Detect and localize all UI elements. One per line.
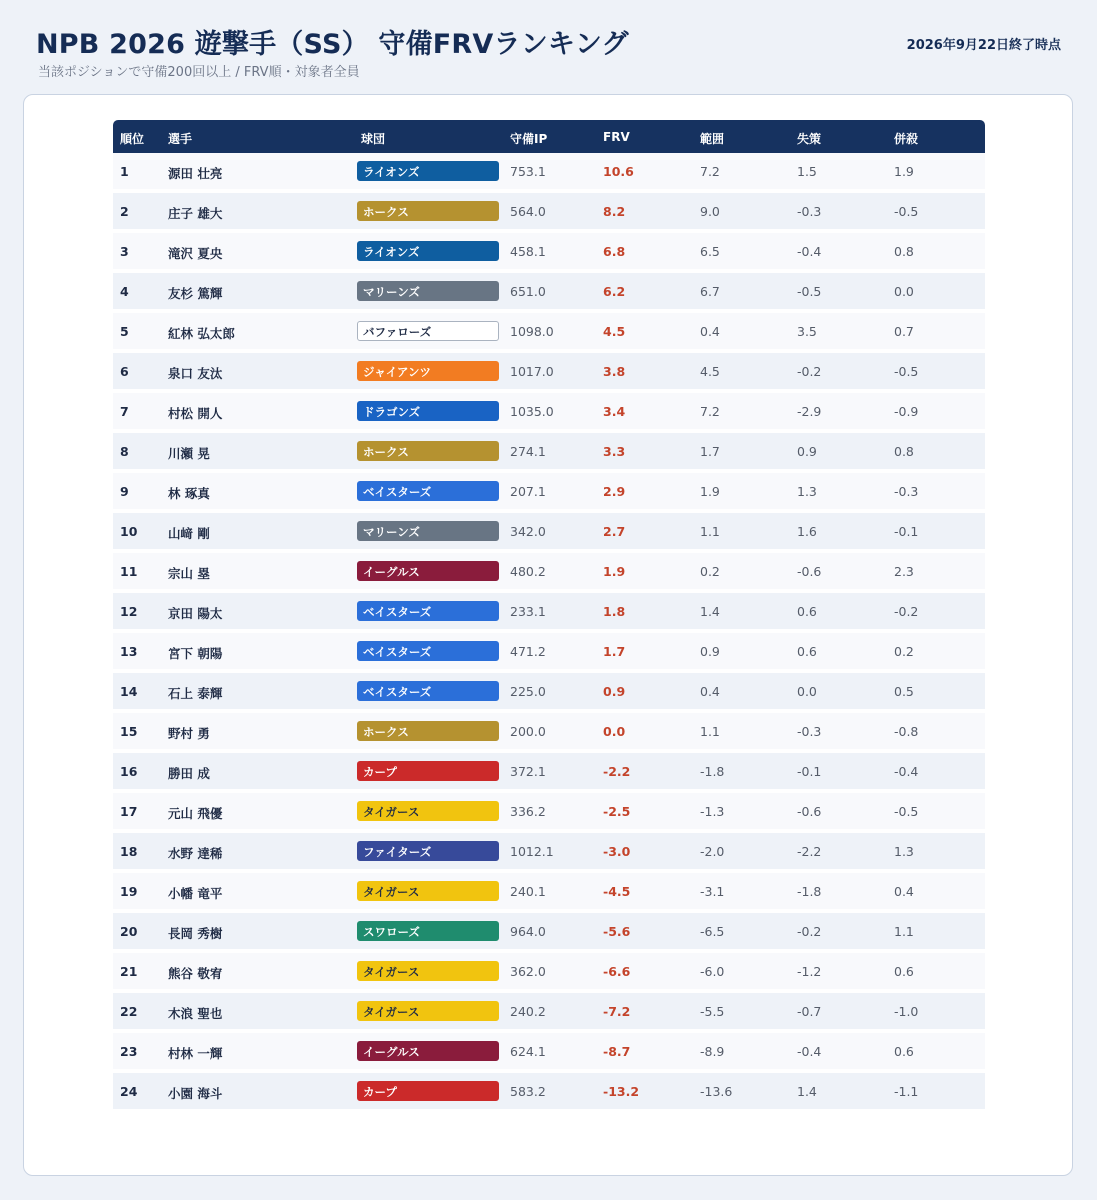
- table-row[interactable]: [113, 1073, 985, 1109]
- dp-cell: -0.5: [894, 364, 919, 379]
- page-subtitle: 当該ポジションで守備200回以上 / FRV順・対象者全員: [38, 65, 360, 80]
- dp-cell: 0.8: [894, 444, 914, 459]
- range-cell: 0.4: [700, 324, 720, 339]
- team-badge: ホークス: [357, 441, 499, 461]
- range-cell: 0.2: [700, 564, 720, 579]
- ip-cell: 1098.0: [510, 324, 554, 339]
- rank-cell: 8: [120, 444, 129, 459]
- ip-cell: 225.0: [510, 684, 546, 699]
- range-cell: 7.2: [700, 164, 720, 179]
- player-name: 木浪 聖也: [168, 1006, 223, 1021]
- ip-cell: 233.1: [510, 604, 546, 619]
- player-name: 小園 海斗: [168, 1086, 223, 1101]
- rank-cell: 22: [120, 1004, 138, 1019]
- team-badge: ライオンズ: [357, 241, 499, 261]
- ip-cell: 240.2: [510, 1004, 546, 1019]
- dp-cell: 1.9: [894, 164, 914, 179]
- dp-cell: -0.5: [894, 204, 919, 219]
- ip-cell: 1017.0: [510, 364, 554, 379]
- ip-cell: 753.1: [510, 164, 546, 179]
- table-row[interactable]: [113, 833, 985, 869]
- frv-cell: 3.3: [603, 444, 626, 459]
- rank-cell: 23: [120, 1044, 138, 1059]
- dp-cell: 0.6: [894, 1044, 914, 1059]
- table-row[interactable]: [113, 153, 985, 189]
- header-dp[interactable]: 併殺: [894, 132, 919, 146]
- table-row[interactable]: [113, 313, 985, 349]
- error-cell: -0.6: [797, 564, 822, 579]
- frv-cell: -2.2: [603, 764, 631, 779]
- rank-cell: 17: [120, 804, 138, 819]
- range-cell: 6.5: [700, 244, 720, 259]
- player-name: 熊谷 敬宥: [168, 966, 223, 981]
- table-row[interactable]: [113, 513, 985, 549]
- ranking-table: [113, 120, 985, 1113]
- error-cell: -0.2: [797, 364, 822, 379]
- error-cell: -2.9: [797, 404, 822, 419]
- team-badge: イーグルス: [357, 1041, 499, 1061]
- dp-cell: -0.5: [894, 804, 919, 819]
- ip-cell: 624.1: [510, 1044, 546, 1059]
- team-badge: ベイスターズ: [357, 681, 499, 701]
- dp-cell: 1.3: [894, 844, 914, 859]
- rank-cell: 19: [120, 884, 138, 899]
- error-cell: 0.6: [797, 644, 817, 659]
- player-name: 友杉 篤輝: [168, 286, 223, 301]
- error-cell: -0.3: [797, 204, 822, 219]
- frv-cell: -7.2: [603, 1004, 631, 1019]
- frv-cell: 6.8: [603, 244, 626, 259]
- header-team[interactable]: 球団: [361, 132, 386, 146]
- team-badge: ベイスターズ: [357, 601, 499, 621]
- range-cell: 6.7: [700, 284, 720, 299]
- table-header: [113, 120, 985, 153]
- player-name: 紅林 弘太郎: [168, 326, 235, 341]
- error-cell: -0.3: [797, 724, 822, 739]
- table-row[interactable]: [113, 233, 985, 269]
- table-row[interactable]: [113, 393, 985, 429]
- frv-cell: 3.4: [603, 404, 626, 419]
- frv-cell: 8.2: [603, 204, 626, 219]
- player-name: 石上 泰輝: [168, 686, 223, 701]
- team-badge: ドラゴンズ: [357, 401, 499, 421]
- error-cell: -0.4: [797, 244, 822, 259]
- error-cell: 0.6: [797, 604, 817, 619]
- frv-cell: 3.8: [603, 364, 626, 379]
- ip-cell: 480.2: [510, 564, 546, 579]
- error-cell: -0.4: [797, 1044, 822, 1059]
- range-cell: 4.5: [700, 364, 720, 379]
- rank-cell: 11: [120, 564, 138, 579]
- frv-cell: -8.7: [603, 1044, 631, 1059]
- dp-cell: 0.8: [894, 244, 914, 259]
- team-badge: マリーンズ: [357, 281, 499, 301]
- ip-cell: 458.1: [510, 244, 546, 259]
- ip-cell: 200.0: [510, 724, 546, 739]
- error-cell: 0.0: [797, 684, 817, 699]
- dp-cell: 0.7: [894, 324, 914, 339]
- frv-cell: 4.5: [603, 324, 626, 339]
- error-cell: -2.2: [797, 844, 822, 859]
- frv-cell: 0.9: [603, 684, 626, 699]
- range-cell: -2.0: [700, 844, 725, 859]
- table-row[interactable]: [113, 713, 985, 749]
- table-row[interactable]: [113, 953, 985, 989]
- table-row[interactable]: [113, 273, 985, 309]
- frv-cell: -13.2: [603, 1084, 640, 1099]
- dp-cell: -0.9: [894, 404, 919, 419]
- rank-cell: 24: [120, 1084, 138, 1099]
- dp-cell: -0.4: [894, 764, 919, 779]
- table-row[interactable]: [113, 673, 985, 709]
- player-name: 勝田 成: [168, 766, 210, 781]
- team-badge: ベイスターズ: [357, 481, 499, 501]
- dp-cell: 2.3: [894, 564, 914, 579]
- ip-cell: 471.2: [510, 644, 546, 659]
- header-ip[interactable]: 守備IP: [510, 132, 548, 146]
- player-name: 京田 陽太: [168, 606, 223, 621]
- table-row[interactable]: [113, 353, 985, 389]
- frv-cell: -2.5: [603, 804, 631, 819]
- frv-cell: 10.6: [603, 164, 634, 179]
- error-cell: 1.3: [797, 484, 817, 499]
- ip-cell: 274.1: [510, 444, 546, 459]
- rank-cell: 13: [120, 644, 138, 659]
- frv-cell: 6.2: [603, 284, 626, 299]
- table-body: [113, 153, 985, 1109]
- table-row[interactable]: [113, 473, 985, 509]
- team-badge: ベイスターズ: [357, 641, 499, 661]
- team-badge: タイガース: [357, 881, 499, 901]
- frv-cell: -4.5: [603, 884, 631, 899]
- frv-cell: 1.8: [603, 604, 626, 619]
- range-cell: 7.2: [700, 404, 720, 419]
- range-cell: 0.4: [700, 684, 720, 699]
- header-frv[interactable]: FRV: [603, 130, 630, 144]
- header-range[interactable]: 範囲: [700, 132, 725, 146]
- range-cell: 1.9: [700, 484, 720, 499]
- ip-cell: 583.2: [510, 1084, 546, 1099]
- frv-cell: 2.7: [603, 524, 626, 539]
- player-name: 林 琢真: [168, 486, 210, 501]
- rank-cell: 1: [120, 164, 129, 179]
- ip-cell: 372.1: [510, 764, 546, 779]
- player-name: 村林 一輝: [168, 1046, 223, 1061]
- dp-cell: 0.0: [894, 284, 914, 299]
- rank-cell: 3: [120, 244, 129, 259]
- table-row[interactable]: [113, 793, 985, 829]
- error-cell: 1.5: [797, 164, 817, 179]
- error-cell: -1.2: [797, 964, 822, 979]
- error-cell: -0.1: [797, 764, 822, 779]
- rank-cell: 7: [120, 404, 129, 419]
- error-cell: -0.7: [797, 1004, 822, 1019]
- ip-cell: 342.0: [510, 524, 546, 539]
- player-name: 滝沢 夏央: [168, 246, 223, 261]
- range-cell: 1.7: [700, 444, 720, 459]
- team-badge: カープ: [357, 1081, 499, 1101]
- ip-cell: 207.1: [510, 484, 546, 499]
- frv-cell: 1.9: [603, 564, 626, 579]
- ip-cell: 336.2: [510, 804, 546, 819]
- team-badge: タイガース: [357, 801, 499, 821]
- range-cell: 1.1: [700, 724, 720, 739]
- dp-cell: -0.8: [894, 724, 919, 739]
- table-row[interactable]: [113, 873, 985, 909]
- rank-cell: 15: [120, 724, 138, 739]
- team-badge: ライオンズ: [357, 161, 499, 181]
- dp-cell: 0.4: [894, 884, 914, 899]
- dp-cell: 0.2: [894, 644, 914, 659]
- rank-cell: 14: [120, 684, 138, 699]
- rank-cell: 2: [120, 204, 129, 219]
- player-name: 野村 勇: [168, 726, 210, 741]
- player-name: 村松 開人: [168, 406, 223, 421]
- rank-cell: 12: [120, 604, 138, 619]
- error-cell: -0.6: [797, 804, 822, 819]
- range-cell: -6.5: [700, 924, 725, 939]
- dp-cell: 0.6: [894, 964, 914, 979]
- frv-cell: -5.6: [603, 924, 631, 939]
- range-cell: -6.0: [700, 964, 725, 979]
- range-cell: 0.9: [700, 644, 720, 659]
- team-badge: スワローズ: [357, 921, 499, 941]
- dp-cell: -0.3: [894, 484, 919, 499]
- dp-cell: -0.2: [894, 604, 919, 619]
- as-of-date: 2026年9月22日終了時点: [906, 38, 1061, 53]
- ip-cell: 651.0: [510, 284, 546, 299]
- player-name: 川瀬 晃: [168, 446, 210, 461]
- frv-cell: 1.7: [603, 644, 626, 659]
- error-cell: 1.6: [797, 524, 817, 539]
- error-cell: 1.4: [797, 1084, 817, 1099]
- ip-cell: 564.0: [510, 204, 546, 219]
- range-cell: -1.8: [700, 764, 725, 779]
- rank-cell: 4: [120, 284, 129, 299]
- table-row[interactable]: [113, 993, 985, 1029]
- header-rank[interactable]: 順位: [120, 132, 145, 146]
- player-name: 水野 達稀: [168, 846, 223, 861]
- team-badge: バファローズ: [357, 321, 499, 341]
- range-cell: -8.9: [700, 1044, 725, 1059]
- frv-cell: 0.0: [603, 724, 626, 739]
- table-row[interactable]: [113, 593, 985, 629]
- ip-cell: 964.0: [510, 924, 546, 939]
- player-name: 泉口 友汰: [168, 366, 223, 381]
- frv-cell: -6.6: [603, 964, 631, 979]
- team-badge: ホークス: [357, 721, 499, 741]
- error-cell: -1.8: [797, 884, 822, 899]
- team-badge: タイガース: [357, 961, 499, 981]
- rank-cell: 21: [120, 964, 138, 979]
- ip-cell: 1012.1: [510, 844, 554, 859]
- error-cell: -0.2: [797, 924, 822, 939]
- rank-cell: 20: [120, 924, 138, 939]
- range-cell: -13.6: [700, 1084, 733, 1099]
- player-name: 元山 飛優: [168, 806, 223, 821]
- player-name: 庄子 雄大: [168, 206, 223, 221]
- table-row[interactable]: [113, 193, 985, 229]
- dp-cell: -1.1: [894, 1084, 919, 1099]
- rank-cell: 6: [120, 364, 129, 379]
- table-row[interactable]: [113, 913, 985, 949]
- team-badge: カープ: [357, 761, 499, 781]
- ip-cell: 240.1: [510, 884, 546, 899]
- team-badge: イーグルス: [357, 561, 499, 581]
- header-error[interactable]: 失策: [797, 132, 822, 146]
- player-name: 長岡 秀樹: [168, 926, 223, 941]
- player-name: 源田 壮亮: [168, 166, 223, 181]
- page-title: NPB 2026 遊撃手（SS） 守備FRVランキング: [36, 29, 629, 60]
- error-cell: 3.5: [797, 324, 817, 339]
- dp-cell: -1.0: [894, 1004, 919, 1019]
- header-player[interactable]: 選手: [168, 132, 193, 146]
- team-badge: ホークス: [357, 201, 499, 221]
- team-badge: ファイターズ: [357, 841, 499, 861]
- ip-cell: 1035.0: [510, 404, 554, 419]
- table-row[interactable]: [113, 553, 985, 589]
- player-name: 宮下 朝陽: [168, 646, 223, 661]
- table-row[interactable]: [113, 633, 985, 669]
- rank-cell: 16: [120, 764, 138, 779]
- error-cell: -0.5: [797, 284, 822, 299]
- ip-cell: 362.0: [510, 964, 546, 979]
- range-cell: -1.3: [700, 804, 725, 819]
- dp-cell: -0.1: [894, 524, 919, 539]
- dp-cell: 0.5: [894, 684, 914, 699]
- player-name: 宗山 塁: [168, 566, 210, 581]
- table-row[interactable]: [113, 753, 985, 789]
- range-cell: 1.1: [700, 524, 720, 539]
- rank-cell: 5: [120, 324, 129, 339]
- table-row[interactable]: [113, 1033, 985, 1069]
- rank-cell: 9: [120, 484, 129, 499]
- rank-cell: 18: [120, 844, 138, 859]
- range-cell: 9.0: [700, 204, 720, 219]
- range-cell: -5.5: [700, 1004, 725, 1019]
- range-cell: 1.4: [700, 604, 720, 619]
- player-name: 山﨑 剛: [168, 526, 210, 541]
- team-badge: ジャイアンツ: [357, 361, 499, 381]
- rank-cell: 10: [120, 524, 138, 539]
- dp-cell: 1.1: [894, 924, 914, 939]
- frv-cell: -3.0: [603, 844, 631, 859]
- player-name: 小幡 竜平: [168, 886, 223, 901]
- error-cell: 0.9: [797, 444, 817, 459]
- range-cell: -3.1: [700, 884, 725, 899]
- table-row[interactable]: [113, 433, 985, 469]
- team-badge: マリーンズ: [357, 521, 499, 541]
- team-badge: タイガース: [357, 1001, 499, 1021]
- frv-cell: 2.9: [603, 484, 626, 499]
